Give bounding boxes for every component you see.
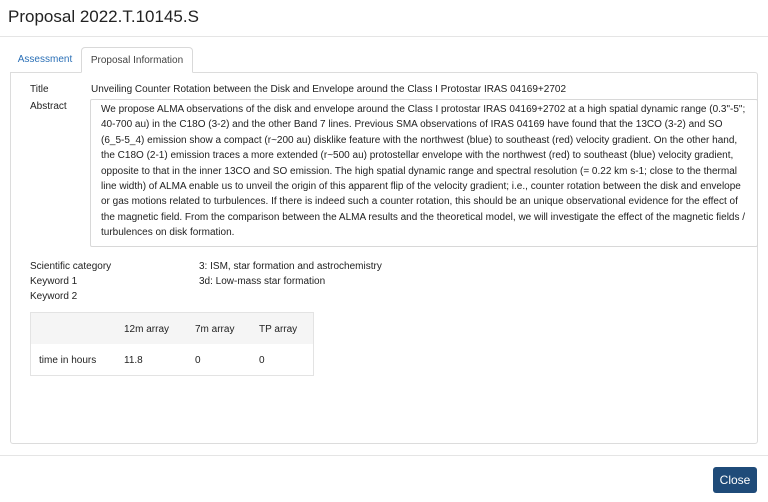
tab-assessment[interactable]: Assessment (17, 54, 73, 65)
scientific-category-value: 3: ISM, star formation and astrochemistry (199, 261, 382, 272)
value-7m-array: 0 (195, 355, 201, 366)
keyword2-label: Keyword 2 (30, 291, 78, 302)
header-7m-array: 7m array (195, 324, 235, 335)
header-tp-array: TP array (259, 324, 298, 335)
abstract-text: We propose ALMA observations of the disk and envelope around the Class I protostar IRAS 04169+2702 at a high spatial dynamic range (0.3"-5"; 40-700 au) in the C18O (3-2) and the other Band 7 lines. Previous SMA observations of IRAS 04169 have found that the 13CO (3-2) and SO (6_5-5_4) emission show a compact (r~200 au) disklike feature with the northwest (blue) to southeast (red) velocity gradient. On the other hand, the C18O (2-1) emission traces a more extended (r~500 au) protostellar envelope with the northwest (red) to southeast (blue) velocity gradient, opposite to that in the inner 13CO and SO emission. The high spatial dynamic range and spectral resolution (= 0.22 km s-1; close to the thermal line width) of ALMA enable us to unveil the origin of this apparent flip of the velocity gradient; i.e., counter rotation between the disk and envelope or gas motions related to turbulences. If there is indeed such a counter rotation, this should be an unique observational evidence for the effect of the magnetic field. From the comparison between the ALMA results and the theoretical model, we will investigate the effect of the magnetic fields / turbulences on disk formation. (90, 99, 758, 247)
value-12m-array: 11.8 (124, 355, 143, 366)
header-divider (0, 36, 768, 37)
time-table-header (31, 313, 313, 344)
time-table (30, 312, 314, 376)
keyword1-label: Keyword 1 (30, 276, 78, 287)
proposal-info-panel (10, 72, 758, 444)
abstract-label: Abstract (30, 101, 67, 112)
modal-title: Proposal 2022.T.10145.S (8, 7, 199, 26)
scientific-category-label: Scientific category (30, 261, 112, 272)
row-label-time-in-hours: time in hours (39, 355, 97, 366)
tab-bar (10, 47, 758, 73)
keyword1-value: 3d: Low-mass star formation (199, 276, 326, 287)
title-label: Title (30, 84, 49, 95)
value-tp-array: 0 (259, 355, 265, 366)
tab-proposal-information[interactable]: Proposal Information (81, 47, 193, 73)
footer-divider (0, 455, 768, 456)
title-value: Unveiling Counter Rotation between the Disk and Envelope around the Class I Protostar IRAS 04169+2702 (91, 84, 567, 95)
close-button[interactable]: Close (713, 467, 757, 493)
header-12m-array: 12m array (124, 324, 170, 335)
